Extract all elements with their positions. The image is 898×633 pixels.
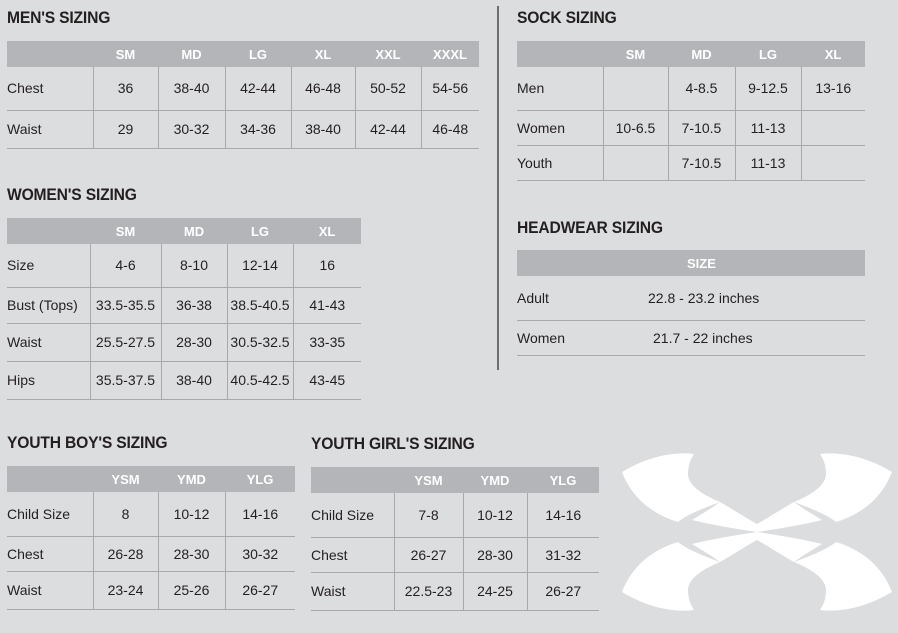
header-cell: XL bbox=[801, 41, 865, 67]
table-cell: 36-38 bbox=[161, 287, 227, 323]
header-cell: SM bbox=[93, 41, 158, 67]
table-row bbox=[517, 145, 865, 180]
table-header-row bbox=[517, 41, 865, 67]
table-row bbox=[7, 110, 479, 148]
header-cell: XL bbox=[291, 41, 355, 67]
row-label: Chest bbox=[7, 536, 93, 571]
youth-boys-sizing-title: YOUTH BOY'S SIZING bbox=[7, 433, 168, 452]
table-header-row bbox=[517, 250, 865, 276]
table-cell: 25.5-27.5 bbox=[90, 323, 161, 361]
mens-sizing-title: MEN'S SIZING bbox=[7, 8, 111, 27]
table-row bbox=[7, 571, 295, 609]
header-cell: XL bbox=[293, 218, 361, 244]
header-cell bbox=[517, 41, 603, 67]
table-row bbox=[7, 67, 479, 110]
table-cell: 11-13 bbox=[735, 145, 801, 180]
table-cell: 33-35 bbox=[293, 323, 361, 361]
headwear-sizing-section bbox=[517, 218, 865, 358]
header-cell: MD bbox=[158, 41, 225, 67]
table-cell: 31-32 bbox=[527, 537, 599, 572]
youth-girls-sizing-table bbox=[311, 467, 599, 611]
table-cell bbox=[603, 145, 668, 180]
table-cell bbox=[801, 145, 865, 180]
sock-sizing-table bbox=[517, 41, 865, 181]
youth-boys-sizing-section bbox=[7, 433, 295, 611]
header-cell: YLG bbox=[225, 466, 295, 492]
table-cell: 25-26 bbox=[158, 571, 225, 609]
table-cell: 41-43 bbox=[293, 287, 361, 323]
womens-sizing-section bbox=[7, 185, 361, 403]
header-cell: SIZE bbox=[603, 250, 865, 276]
table-cell: 26-28 bbox=[93, 536, 158, 571]
table-cell: 10-6.5 bbox=[603, 110, 668, 145]
table-cell: 35.5-37.5 bbox=[90, 361, 161, 399]
header-cell: LG bbox=[225, 41, 291, 67]
table-cell: 16 bbox=[293, 244, 361, 287]
row-label: Waist bbox=[7, 110, 93, 148]
row-label: Chest bbox=[7, 67, 93, 110]
youth-boys-sizing-table bbox=[7, 466, 295, 610]
header-cell: YLG bbox=[527, 467, 599, 493]
table-row bbox=[7, 244, 361, 287]
table-cell: 28-30 bbox=[161, 323, 227, 361]
table-cell: 10-12 bbox=[463, 493, 527, 537]
header-cell: YMD bbox=[463, 467, 527, 493]
header-cell: XXXL bbox=[421, 41, 479, 67]
table-cell: 13-16 bbox=[801, 67, 865, 110]
header-cell: YSM bbox=[93, 466, 158, 492]
table-cell: 38-40 bbox=[291, 110, 355, 148]
under-armour-logo-icon bbox=[616, 448, 898, 616]
row-label: Size bbox=[7, 244, 90, 287]
table-cell: 46-48 bbox=[291, 67, 355, 110]
header-cell: MD bbox=[161, 218, 227, 244]
table-header-row bbox=[7, 466, 295, 492]
sock-sizing-title: SOCK SIZING bbox=[517, 8, 617, 27]
row-label: Chest bbox=[311, 537, 394, 572]
table-cell: 38-40 bbox=[158, 67, 225, 110]
table-row bbox=[7, 323, 361, 361]
header-cell: LG bbox=[735, 41, 801, 67]
table-cell: 33.5-35.5 bbox=[90, 287, 161, 323]
table-row bbox=[517, 110, 865, 145]
table-cell: 26-27 bbox=[394, 537, 463, 572]
table-cell: 34-36 bbox=[225, 110, 291, 148]
mens-sizing-table bbox=[7, 41, 479, 149]
header-cell bbox=[7, 41, 93, 67]
header-cell bbox=[517, 250, 603, 276]
youth-girls-sizing-title: YOUTH GIRL'S SIZING bbox=[311, 434, 475, 453]
table-cell: 22.5-23 bbox=[394, 572, 463, 610]
sock-sizing-section bbox=[517, 8, 865, 183]
table-cell bbox=[801, 110, 865, 145]
table-cell: 7-8 bbox=[394, 493, 463, 537]
table-cell: 4-8.5 bbox=[668, 67, 735, 110]
row-label: Child Size bbox=[7, 492, 93, 536]
table-row bbox=[311, 572, 599, 610]
table-cell: 54-56 bbox=[421, 67, 479, 110]
table-cell: 43-45 bbox=[293, 361, 361, 399]
table-cell: 8-10 bbox=[161, 244, 227, 287]
table-cell: 14-16 bbox=[225, 492, 295, 536]
header-cell bbox=[311, 467, 394, 493]
row-label: Bust (Tops) bbox=[7, 287, 90, 323]
table-row bbox=[517, 67, 865, 110]
table-row bbox=[7, 361, 361, 399]
table-row bbox=[517, 276, 865, 320]
table-cell: 11-13 bbox=[735, 110, 801, 145]
table-cell: 38-40 bbox=[161, 361, 227, 399]
table-cell bbox=[603, 67, 668, 110]
table-cell: 30-32 bbox=[158, 110, 225, 148]
table-cell: 50-52 bbox=[355, 67, 421, 110]
headwear-sizing-table bbox=[517, 250, 865, 356]
row-label: Women bbox=[517, 320, 603, 355]
table-row bbox=[7, 287, 361, 323]
table-row bbox=[517, 320, 865, 355]
header-cell: MD bbox=[668, 41, 735, 67]
table-cell: 29 bbox=[93, 110, 158, 148]
header-cell: LG bbox=[227, 218, 293, 244]
headwear-sizing-title: HEADWEAR SIZING bbox=[517, 218, 663, 237]
table-row bbox=[311, 493, 599, 537]
header-cell: SM bbox=[90, 218, 161, 244]
youth-girls-sizing-section bbox=[311, 434, 599, 612]
header-cell: XXL bbox=[355, 41, 421, 67]
table-header-row bbox=[7, 41, 479, 67]
table-cell: 38.5-40.5 bbox=[227, 287, 293, 323]
table-cell: 10-12 bbox=[158, 492, 225, 536]
table-header-row bbox=[311, 467, 599, 493]
table-cell: 21.7 - 22 inches bbox=[603, 320, 865, 355]
header-cell bbox=[7, 466, 93, 492]
table-cell: 30-32 bbox=[225, 536, 295, 571]
table-cell: 46-48 bbox=[421, 110, 479, 148]
table-cell: 36 bbox=[93, 67, 158, 110]
table-cell: 4-6 bbox=[90, 244, 161, 287]
table-cell: 28-30 bbox=[158, 536, 225, 571]
womens-sizing-title: WOMEN'S SIZING bbox=[7, 185, 137, 204]
table-cell: 22.8 - 23.2 inches bbox=[603, 276, 865, 320]
table-cell: 7-10.5 bbox=[668, 145, 735, 180]
row-label: Child Size bbox=[311, 493, 394, 537]
header-cell: SM bbox=[603, 41, 668, 67]
table-cell: 23-24 bbox=[93, 571, 158, 609]
row-label: Hips bbox=[7, 361, 90, 399]
table-cell: 26-27 bbox=[527, 572, 599, 610]
table-cell: 26-27 bbox=[225, 571, 295, 609]
row-label: Waist bbox=[7, 571, 93, 609]
header-cell: YMD bbox=[158, 466, 225, 492]
table-cell: 12-14 bbox=[227, 244, 293, 287]
row-label: Waist bbox=[7, 323, 90, 361]
table-cell: 40.5-42.5 bbox=[227, 361, 293, 399]
column-divider bbox=[497, 6, 499, 370]
row-label: Men bbox=[517, 67, 603, 110]
row-label: Waist bbox=[311, 572, 394, 610]
table-cell: 8 bbox=[93, 492, 158, 536]
row-label: Women bbox=[517, 110, 603, 145]
table-row bbox=[311, 537, 599, 572]
table-cell: 24-25 bbox=[463, 572, 527, 610]
table-row bbox=[7, 536, 295, 571]
table-cell: 30.5-32.5 bbox=[227, 323, 293, 361]
womens-sizing-table bbox=[7, 218, 361, 400]
table-cell: 7-10.5 bbox=[668, 110, 735, 145]
header-cell: YSM bbox=[394, 467, 463, 493]
table-header-row bbox=[7, 218, 361, 244]
table-cell: 28-30 bbox=[463, 537, 527, 572]
table-cell: 42-44 bbox=[355, 110, 421, 148]
row-label: Youth bbox=[517, 145, 603, 180]
mens-sizing-section bbox=[7, 8, 479, 150]
table-cell: 9-12.5 bbox=[735, 67, 801, 110]
row-label: Adult bbox=[517, 276, 603, 320]
header-cell bbox=[7, 218, 90, 244]
table-cell: 14-16 bbox=[527, 493, 599, 537]
table-cell: 42-44 bbox=[225, 67, 291, 110]
table-row bbox=[7, 492, 295, 536]
